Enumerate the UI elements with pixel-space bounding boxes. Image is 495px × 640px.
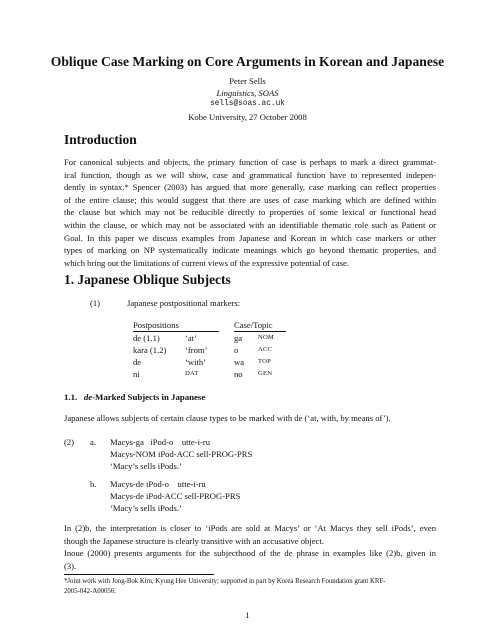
table-cell: kara (1.2) xyxy=(133,345,167,355)
author-affiliation: Linguistics, SOAS xyxy=(216,88,279,98)
table-underline xyxy=(234,331,286,332)
example-2-number: (2) xyxy=(64,437,75,447)
table-cell: ‘from’ xyxy=(185,345,208,355)
example-2b-translation: ‘Macy’s sells iPods.’ xyxy=(110,503,182,513)
example-2b-gloss: Macys-de iPod-ACC sell-PROG-PRS xyxy=(110,491,241,501)
body-line: In (2)b, the interpretation is closer to ‘iPods are sold at Macys’ or ‘At Macys they sell iPods’, even xyxy=(64,523,436,533)
intro-line: types of marking on NP systematically indicate meanings which go beyond thematic properties, and xyxy=(64,245,436,256)
table-underline xyxy=(133,331,219,332)
example-2b-line: Macys-de iPod-o utte-i-ru xyxy=(110,479,206,489)
table-cell: NOM xyxy=(258,334,274,341)
subsection-heading-text: -Marked Subjects in Japanese xyxy=(92,392,206,402)
table-cell: wa xyxy=(234,357,245,367)
table-cell: de xyxy=(133,357,142,367)
example-2a-translation: ‘Macy’s sells iPods.’ xyxy=(110,461,182,471)
example-2b-label: b. xyxy=(90,479,97,489)
footnote-line: *Joint work with Jong-Bok Kim, Kyung Hee University; supported in part by Korea Research Foundation grant KRF- xyxy=(64,578,386,585)
intro-line: which bring out the limitations of current views of the expressive potential of case. xyxy=(64,257,349,268)
table-cell: ACC xyxy=(258,346,273,353)
table-header-postpositions: Postpositions xyxy=(133,320,179,330)
intro-line: of the entire clause; this would suggest that there are uses of case marking which are defined within xyxy=(64,194,436,205)
footnote-rule xyxy=(64,574,214,575)
table-cell: GEN xyxy=(258,370,273,377)
intro-line: dently in syntax.* Spencer (2003) has argued that more generally, case marking can reflect properties xyxy=(64,182,436,193)
table-cell: de (1.1) xyxy=(133,333,160,343)
example-1-caption: Japanese postpositional markers: xyxy=(127,298,241,308)
intro-heading: Introduction xyxy=(64,132,137,147)
body-line: (3). xyxy=(64,560,77,571)
subsection-heading-marker: de xyxy=(83,392,93,402)
table-cell: ‘with’ xyxy=(185,357,207,367)
table-cell: no xyxy=(234,369,243,379)
table-header-case-topic: Case/Topic xyxy=(234,320,273,330)
paper-title: Oblique Case Marking on Core Arguments in Korean and Japanese xyxy=(50,54,445,69)
intro-line: For canonical subjects and objects, the primary function of case is perhaps to mark a direct grammat- xyxy=(64,157,436,167)
subsection-number: 1.1. xyxy=(64,392,78,402)
intro-line: within the clause, or which may not be associated with an identifiable thematic role such as Patient or xyxy=(64,219,436,230)
footnote-line: 2005-042-A00056. xyxy=(64,588,116,595)
body-line: though the Japanese structure is clearly transitive with an accusative object. xyxy=(64,535,324,546)
example-2a-label: a. xyxy=(90,437,96,447)
table-cell: DAT xyxy=(185,370,199,377)
subsection-1-1-text: Japanese allows subjects of certain clause types to be marked with de (‘at, with, by means of’). xyxy=(64,413,391,423)
author-name: Peter Sells xyxy=(229,76,266,86)
example-2a-line: Macys-ga iPod-o utte-i-ru xyxy=(110,437,210,447)
example-2a-gloss: Macys-NOM iPod-ACC sell-PROG-PRS xyxy=(110,449,253,459)
venue-date: Kobe University, 27 October 2008 xyxy=(188,112,307,122)
body-line: Inoue (2000) presents arguments for the subjecthood of the de phrase in examples like (2)b, given in xyxy=(64,548,436,559)
body-paragraph-after-example xyxy=(64,522,436,572)
table-cell: ‘at’ xyxy=(185,333,197,343)
table-cell: TOP xyxy=(258,358,271,365)
section-1-heading: 1. Japanese Oblique Subjects xyxy=(64,272,231,287)
example-1-number: (1) xyxy=(90,298,101,308)
intro-line: the clause but which may not be reducible directly to properties of some lexical or functional head xyxy=(64,207,436,218)
subsection-1-1-heading xyxy=(64,392,205,402)
table-cell: o xyxy=(234,345,239,355)
page-number: 1 xyxy=(245,610,250,620)
intro-paragraph xyxy=(64,156,436,269)
author-email: sells@soas.ac.uk xyxy=(210,100,285,108)
intro-line: Goal. In this paper we discuss examples from Japanese and Korean in which case markers or other xyxy=(64,232,436,243)
table-cell: ni xyxy=(133,369,140,379)
table-cell: ga xyxy=(234,333,243,343)
footnote xyxy=(64,577,436,597)
intro-line: ical function, though as we will show, case and grammatical function have to represented indepen- xyxy=(64,169,436,180)
